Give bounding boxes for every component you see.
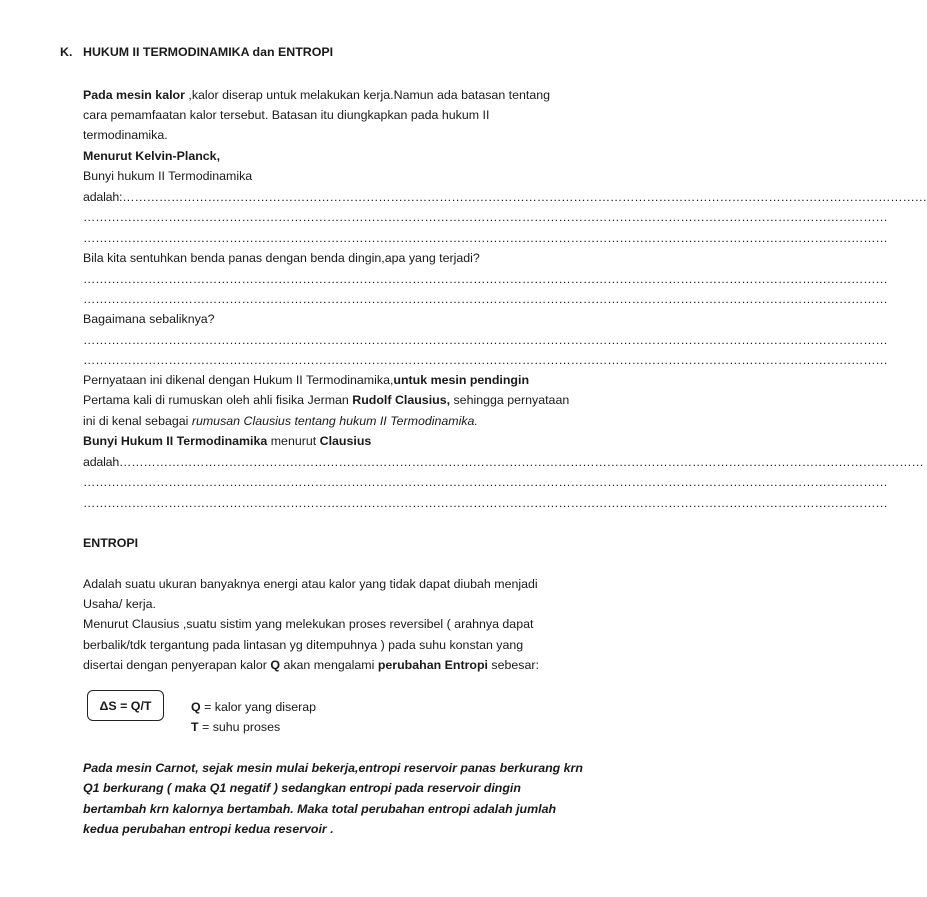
- clausius-line-3-plain: ini di kenal sebagai: [83, 414, 192, 428]
- legend-t-symbol: T: [191, 720, 199, 734]
- dotted-line: ………………………………………………………………………………………………………………………………………………………………………………: [83, 231, 888, 245]
- clausius-heading-bold-2: Clausius: [319, 434, 372, 448]
- intro-line-1-rest: ,kalor diserap untuk melakukan kerja.Namun ada batasan tentang: [184, 88, 550, 102]
- clausius-heading: [83, 433, 371, 449]
- kelvin-heading: Menurut Kelvin-Planck,: [83, 149, 221, 163]
- intro-line-2: cara pemamfaatan kalor tersebut. Batasan itu diungkapkan pada hukum II: [83, 108, 490, 122]
- kelvin-answer-line-1: [83, 189, 927, 205]
- clausius-line-3-italic: rumusan Clausius tentang hukum II Termodinamika.: [191, 414, 478, 428]
- entropi-p1-line-2: Usaha/ kerja.: [83, 597, 157, 611]
- clausius-line-2: [83, 392, 569, 408]
- clausius-line-2-rest: sehingga pernyataan: [450, 393, 570, 407]
- question-1: Bila kita sentuhkan benda panas dengan benda dingin,apa yang terjadi?: [83, 251, 480, 265]
- entropi-heading: ENTROPI: [83, 536, 139, 550]
- dotted-line: ………………………………………………………………………………………………………………………………………………………………………………: [83, 353, 888, 367]
- clausius-name-bold: Rudolf Clausius,: [352, 393, 451, 407]
- entropi-p2-line-2: berbalik/tdk tergantung pada lintasan yg ditempuhnya ) pada suhu konstan yang: [83, 638, 524, 652]
- dotted-line: ………………………………………………………………………………………………………………………………………………………………………………: [83, 496, 888, 510]
- entropi-p1-line-1: Adalah suatu ukuran banyaknya energi atau kalor yang tidak dapat diubah menjadi: [83, 577, 538, 591]
- legend-q: [191, 699, 316, 715]
- carnot-line-3: bertambah krn kalornya bertambah. Maka total perubahan entropi adalah jumlah: [83, 802, 557, 816]
- carnot-line-1: Pada mesin Carnot, sejak mesin mulai bekerja,entropi reservoir panas berkurang krn: [83, 761, 583, 775]
- clausius-line-3: [83, 413, 478, 429]
- clausius-line-2-plain: Pertama kali di rumuskan oleh ahli fisika Jerman: [83, 393, 353, 407]
- dotted-line: ………………………………………………………………………………………………………………………………………………………………………………: [83, 333, 888, 347]
- clausius-heading-bold: Bunyi Hukum II Termodinamika: [83, 434, 268, 448]
- intro-line-3: termodinamika.: [83, 128, 168, 142]
- dotted-line: ………………………………………………………………………………………………………………………………………………………………………………: [83, 210, 888, 224]
- kelvin-adalah-label: adalah:: [83, 190, 123, 204]
- intro-bold-lead: Pada mesin kalor: [83, 88, 185, 102]
- dotted-line: ………………………………………………………………………………………………………………………………………………………………………………: [83, 272, 888, 286]
- dotted-line: ………………………………………………………………………………………………………………………………………………………………………………: [119, 455, 924, 469]
- entropy-formula-box: ΔS = Q/T: [87, 690, 164, 721]
- entropi-q-symbol: Q: [270, 658, 281, 672]
- kelvin-bunyi: Bunyi hukum II Termodinamika: [83, 169, 253, 183]
- clausius-line-1-bold: untuk mesin pendingin: [393, 373, 530, 387]
- entropi-perubahan-bold: perubahan Entropi: [377, 658, 488, 672]
- legend-t: [191, 719, 280, 735]
- dotted-line: ………………………………………………………………………………………………………………………………………………………………………………: [83, 475, 888, 489]
- clausius-adalah-label: adalah: [83, 455, 120, 469]
- section-label: K.: [60, 45, 73, 59]
- entropi-p2-line-3-plain: disertai dengan penyerapan kalor: [83, 658, 271, 672]
- question-2: Bagaimana sebaliknya?: [83, 312, 215, 326]
- carnot-line-4: kedua perubahan entropi kedua reservoir .: [83, 822, 334, 836]
- entropi-p2-line-3-mid: akan mengalami: [280, 658, 378, 672]
- dotted-line: ………………………………………………………………………………………………………………………………………………………………………………: [122, 190, 927, 204]
- clausius-heading-plain: menurut: [267, 434, 320, 448]
- legend-q-symbol: Q: [191, 700, 201, 714]
- dotted-line: ………………………………………………………………………………………………………………………………………………………………………………: [83, 292, 888, 306]
- section-title: HUKUM II TERMODINAMIKA dan ENTROPI: [83, 45, 334, 59]
- legend-q-text: = kalor yang diserap: [200, 700, 317, 714]
- entropi-p2-line-3: [83, 657, 539, 673]
- entropi-p2-line-1: Menurut Clausius ,suatu sistim yang melekukan proses reversibel ( arahnya dapat: [83, 617, 534, 631]
- intro-line-1: [83, 87, 550, 103]
- clausius-line-1-plain: Pernyataan ini dikenal dengan Hukum II Termodinamika,: [83, 373, 394, 387]
- clausius-answer-line-1: [83, 454, 924, 470]
- legend-t-text: = suhu proses: [198, 720, 281, 734]
- entropi-p2-line-3-end: sebesar:: [487, 658, 539, 672]
- clausius-line-1: [83, 372, 529, 388]
- carnot-line-2: Q1 berkurang ( maka Q1 negatif ) sedangkan entropi pada reservoir dingin: [83, 781, 521, 795]
